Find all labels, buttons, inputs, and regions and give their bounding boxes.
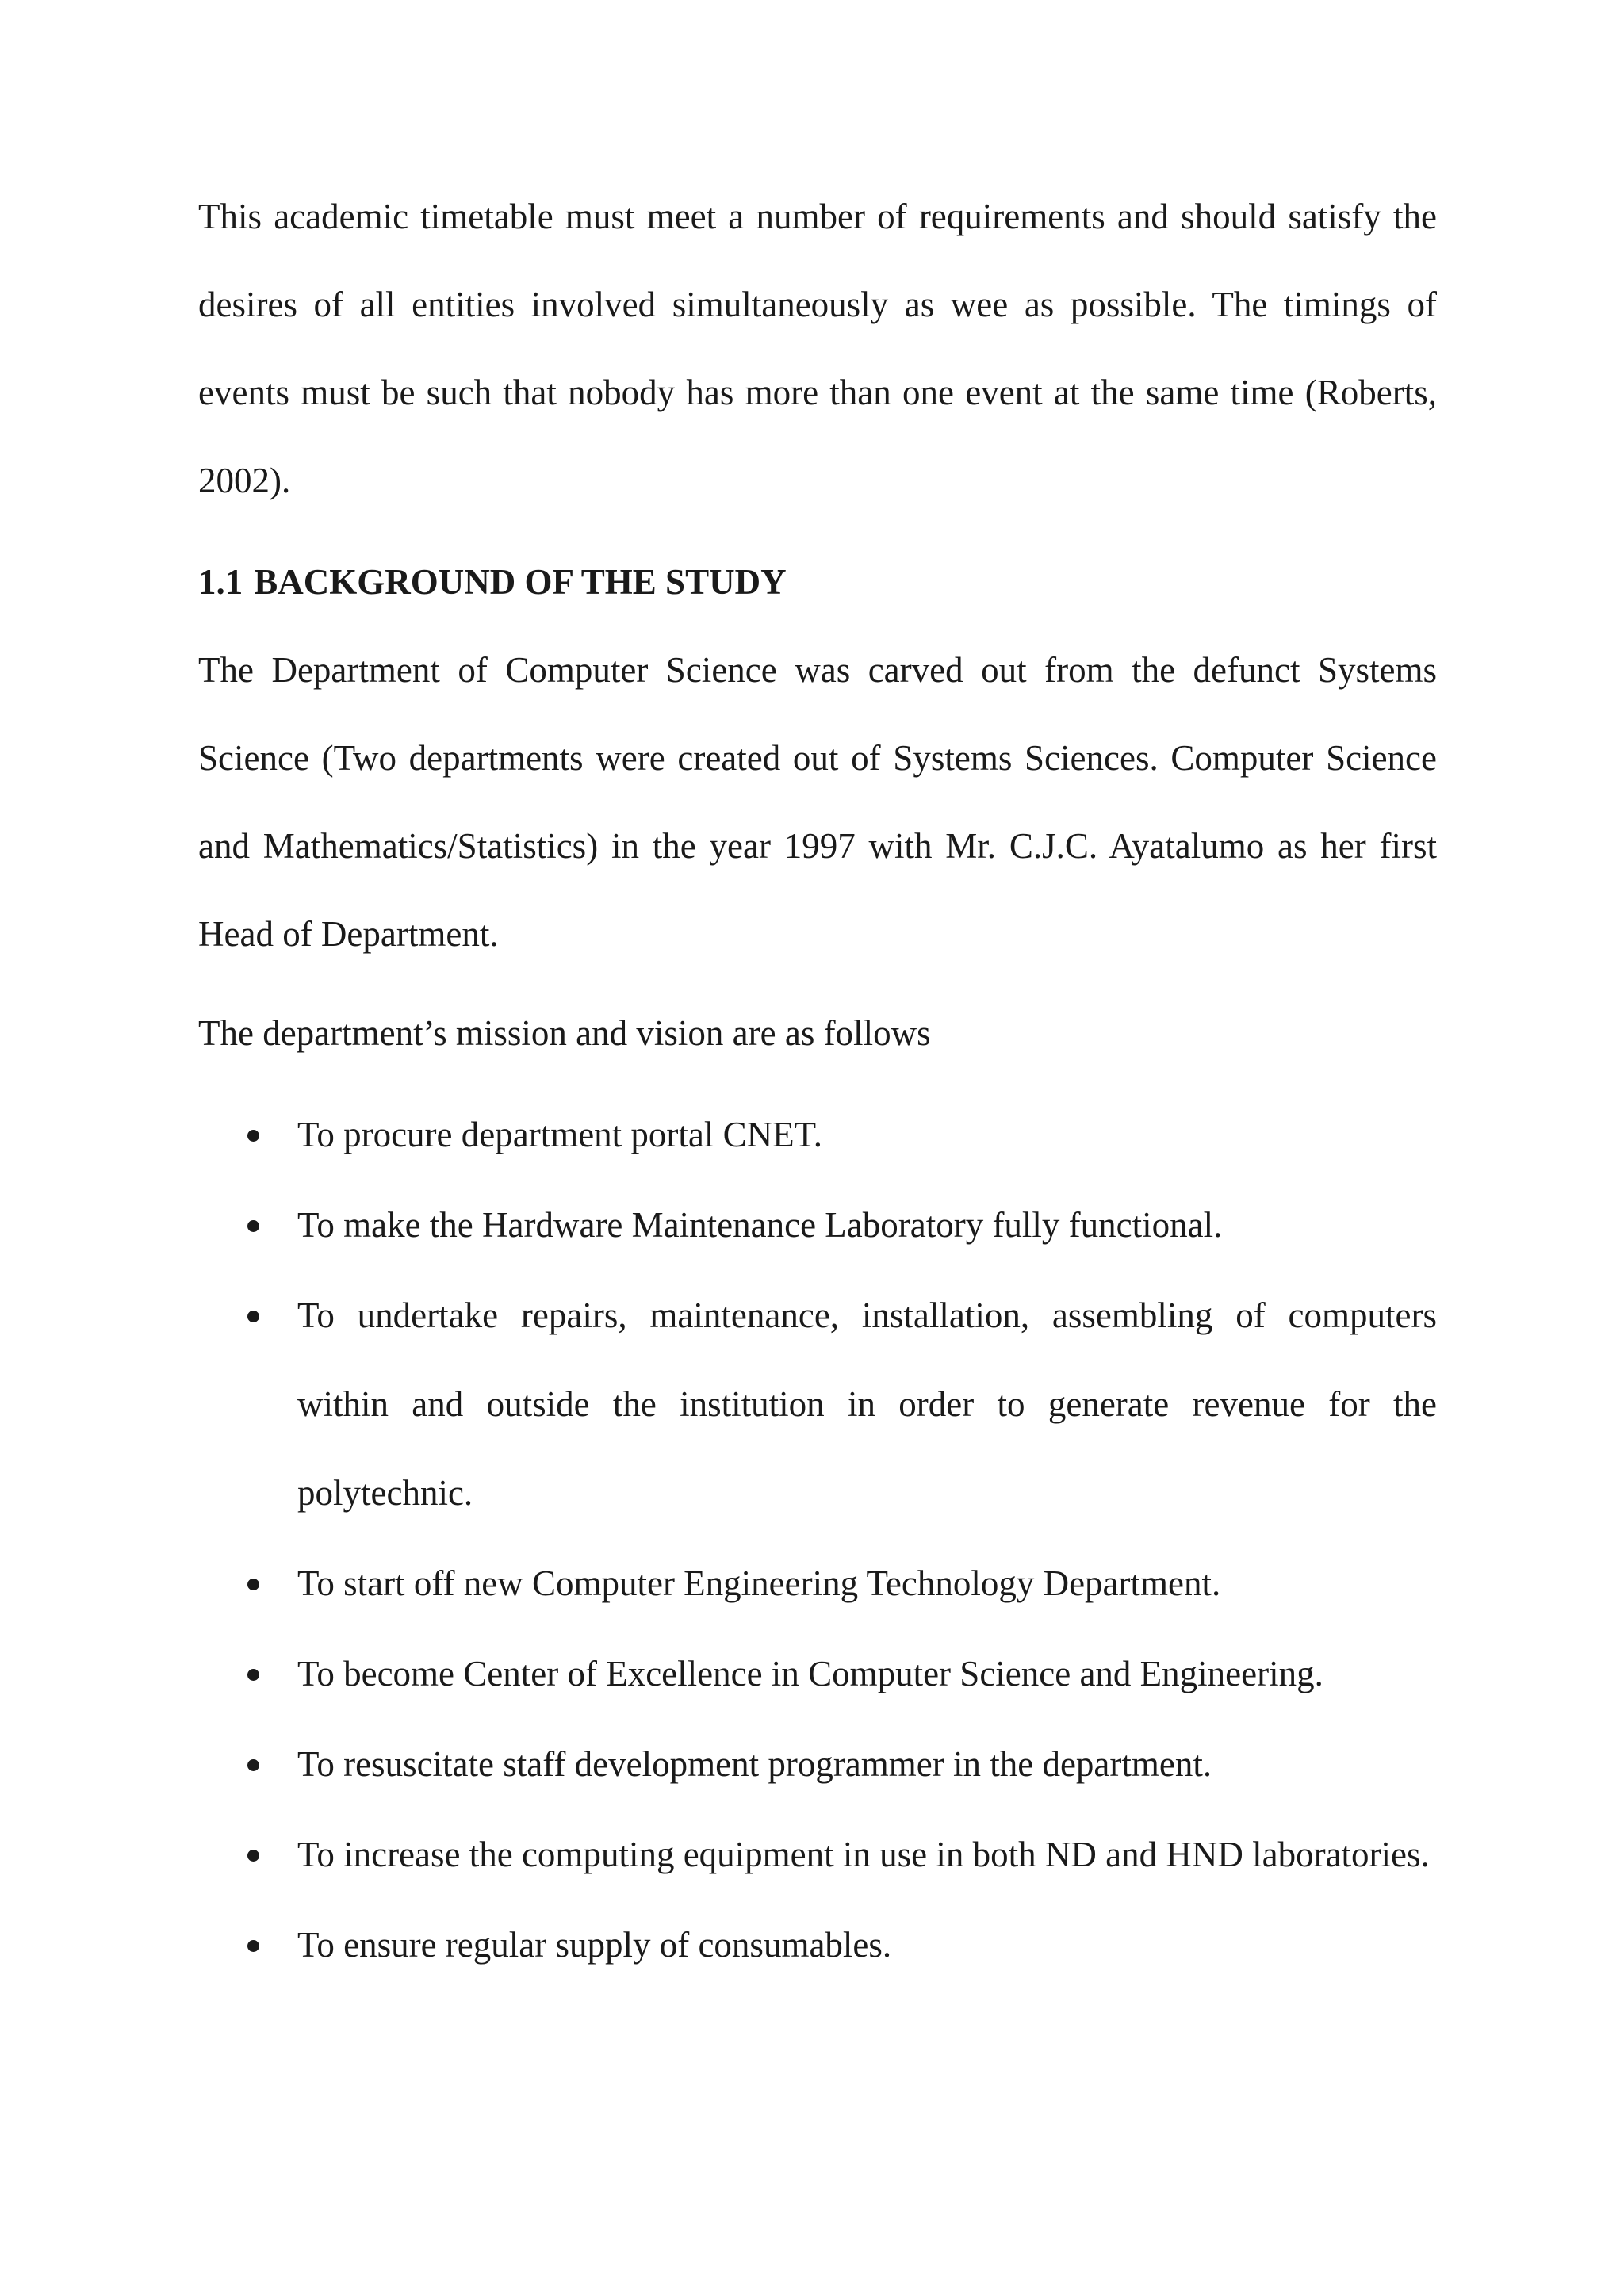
mission-item-text: To ensure regular supply of consumables. [297, 1925, 892, 1965]
bullet-icon [247, 1759, 259, 1771]
bullet-icon [247, 1940, 259, 1952]
mission-item [198, 1181, 1437, 1269]
mission-item [198, 1629, 1437, 1718]
section-heading [198, 558, 1437, 606]
mission-item [198, 1090, 1437, 1179]
mission-list [198, 1090, 1437, 1989]
bullet-icon [247, 1311, 259, 1322]
mission-item-text: To resuscitate staff development programmer in the department. [297, 1744, 1212, 1784]
bullet-icon [247, 1669, 259, 1681]
mission-item [198, 1539, 1437, 1628]
mission-item-text: To increase the computing equipment in use in both ND and HND laboratories. [297, 1835, 1430, 1874]
background-paragraph: The Department of Computer Science was carved out from the defunct Systems Science (Two departments were created out of Systems Sciences. Computer Science and Mathematics/Statistics) in the year 1997 with Mr. C.J.C. Ayatalumo as her first Head of Department. [198, 650, 1437, 954]
mission-item-text: To undertake repairs, maintenance, installation, assembling of computers within and outside the institution in order to generate revenue for the polytechnic. [297, 1295, 1437, 1513]
mission-intro: The department’s mission and vision are as follows [198, 1013, 931, 1053]
intro-paragraph: This academic timetable must meet a number of requirements and should satisfy the desires of all entities involved simultaneously as wee as possible. The timings of events must be such that nobody has more than one event at the same time (Roberts, 2002). [198, 197, 1437, 500]
section-number: 1.1 [198, 562, 243, 602]
section-title: BACKGROUND OF THE STUDY [254, 562, 787, 602]
mission-item-text: To start off new Computer Engineering Technology Department. [297, 1563, 1221, 1603]
document-page [198, 173, 1437, 1991]
mission-item-text: To become Center of Excellence in Computer Science and Engineering. [297, 1654, 1323, 1693]
bullet-icon [247, 1130, 259, 1142]
bullet-icon [247, 1220, 259, 1232]
mission-item-text: To procure department portal CNET. [297, 1115, 823, 1154]
bullet-icon [247, 1578, 259, 1590]
mission-item-text: To make the Hardware Maintenance Laboratory fully functional. [297, 1205, 1223, 1245]
mission-item [198, 1271, 1437, 1537]
bullet-icon [247, 1850, 259, 1862]
mission-item [198, 1720, 1437, 1808]
mission-item [198, 1810, 1437, 1899]
mission-item [198, 1900, 1437, 1989]
